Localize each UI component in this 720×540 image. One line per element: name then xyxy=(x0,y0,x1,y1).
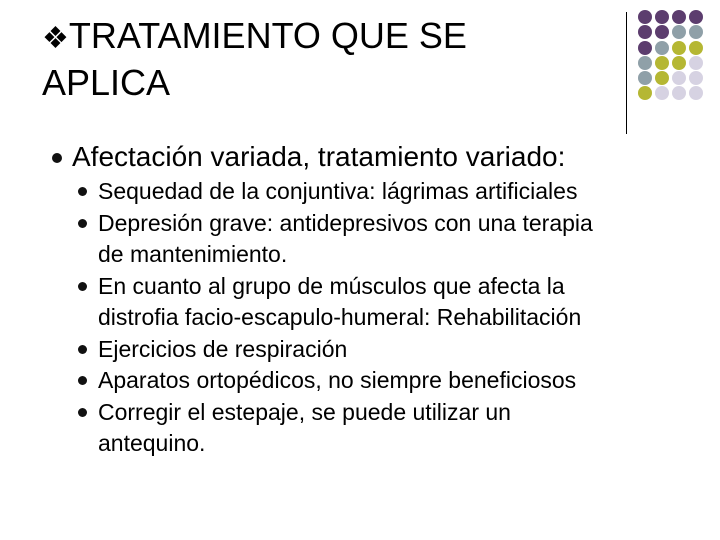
bullet-icon xyxy=(78,408,87,417)
decorative-dot xyxy=(638,71,652,85)
item-text: Corregir el estepaje, se puede utilizar un xyxy=(98,398,511,425)
sub-bullet-item xyxy=(78,365,678,397)
item-text-continuation: distrofia facio-escapulo-humeral: Rehabilitación xyxy=(98,304,582,330)
dot-grid-decoration xyxy=(638,10,703,102)
decorative-dot xyxy=(672,56,686,70)
decorative-dot xyxy=(638,86,652,100)
item-text-continuation: de mantenimiento. xyxy=(98,241,288,267)
item-text-continuation: antequino. xyxy=(98,430,206,456)
decorative-dot xyxy=(689,71,703,85)
decorative-dot xyxy=(672,25,686,39)
decorative-dot xyxy=(672,86,686,100)
decorative-dot xyxy=(655,41,669,55)
item-text: Sequedad de la conjuntiva: lágrimas artificiales xyxy=(98,178,578,204)
bullet-icon xyxy=(78,345,87,354)
decorative-dot xyxy=(672,10,686,24)
decorative-dot xyxy=(672,41,686,55)
bullet-icon xyxy=(78,219,87,228)
item-text: Ejercicios de respiración xyxy=(98,335,348,362)
sub-bullet-item xyxy=(78,176,678,208)
decorative-dot xyxy=(689,10,703,24)
sub-bullet-item xyxy=(78,397,678,460)
sub-bullet-item xyxy=(78,334,678,366)
decorative-dot xyxy=(655,10,669,24)
decorative-dot xyxy=(638,10,652,24)
decorative-dot xyxy=(689,56,703,70)
title-line-1: TRATAMIENTO QUE SE xyxy=(68,15,467,56)
diamond-bullet-icon: ❖ xyxy=(42,22,69,55)
decorative-dot xyxy=(655,71,669,85)
item-text: Aparatos ortopédicos, no siempre beneficiosos xyxy=(98,367,577,393)
decorative-dot xyxy=(638,25,652,39)
item-text: En cuanto al grupo de músculos que afecta la xyxy=(98,272,565,299)
bullet-icon xyxy=(78,187,87,196)
decorative-dot xyxy=(655,25,669,39)
sub-bullet-item xyxy=(78,271,678,334)
decorative-dot xyxy=(689,86,703,100)
title-line-2: APLICA xyxy=(42,62,171,103)
sub-bullet-list xyxy=(78,176,678,460)
decorative-dot xyxy=(672,71,686,85)
item-text: Depresión grave: antidepresivos con una terapia xyxy=(98,209,593,236)
decorative-dot xyxy=(689,25,703,39)
bullet-icon xyxy=(78,282,87,291)
decorative-dot xyxy=(638,56,652,70)
main-point-text: Afectación variada, tratamiento variado: xyxy=(72,141,566,172)
divider-line xyxy=(626,12,627,134)
decorative-dot xyxy=(638,41,652,55)
sub-bullet-item xyxy=(78,208,678,271)
decorative-dot xyxy=(655,86,669,100)
decorative-dot xyxy=(689,41,703,55)
decorative-dot xyxy=(655,56,669,70)
main-bullet-item xyxy=(52,140,565,174)
bullet-icon xyxy=(52,153,62,163)
main-bullet-list xyxy=(52,140,565,174)
bullet-icon xyxy=(78,376,87,385)
slide-title xyxy=(42,14,602,105)
